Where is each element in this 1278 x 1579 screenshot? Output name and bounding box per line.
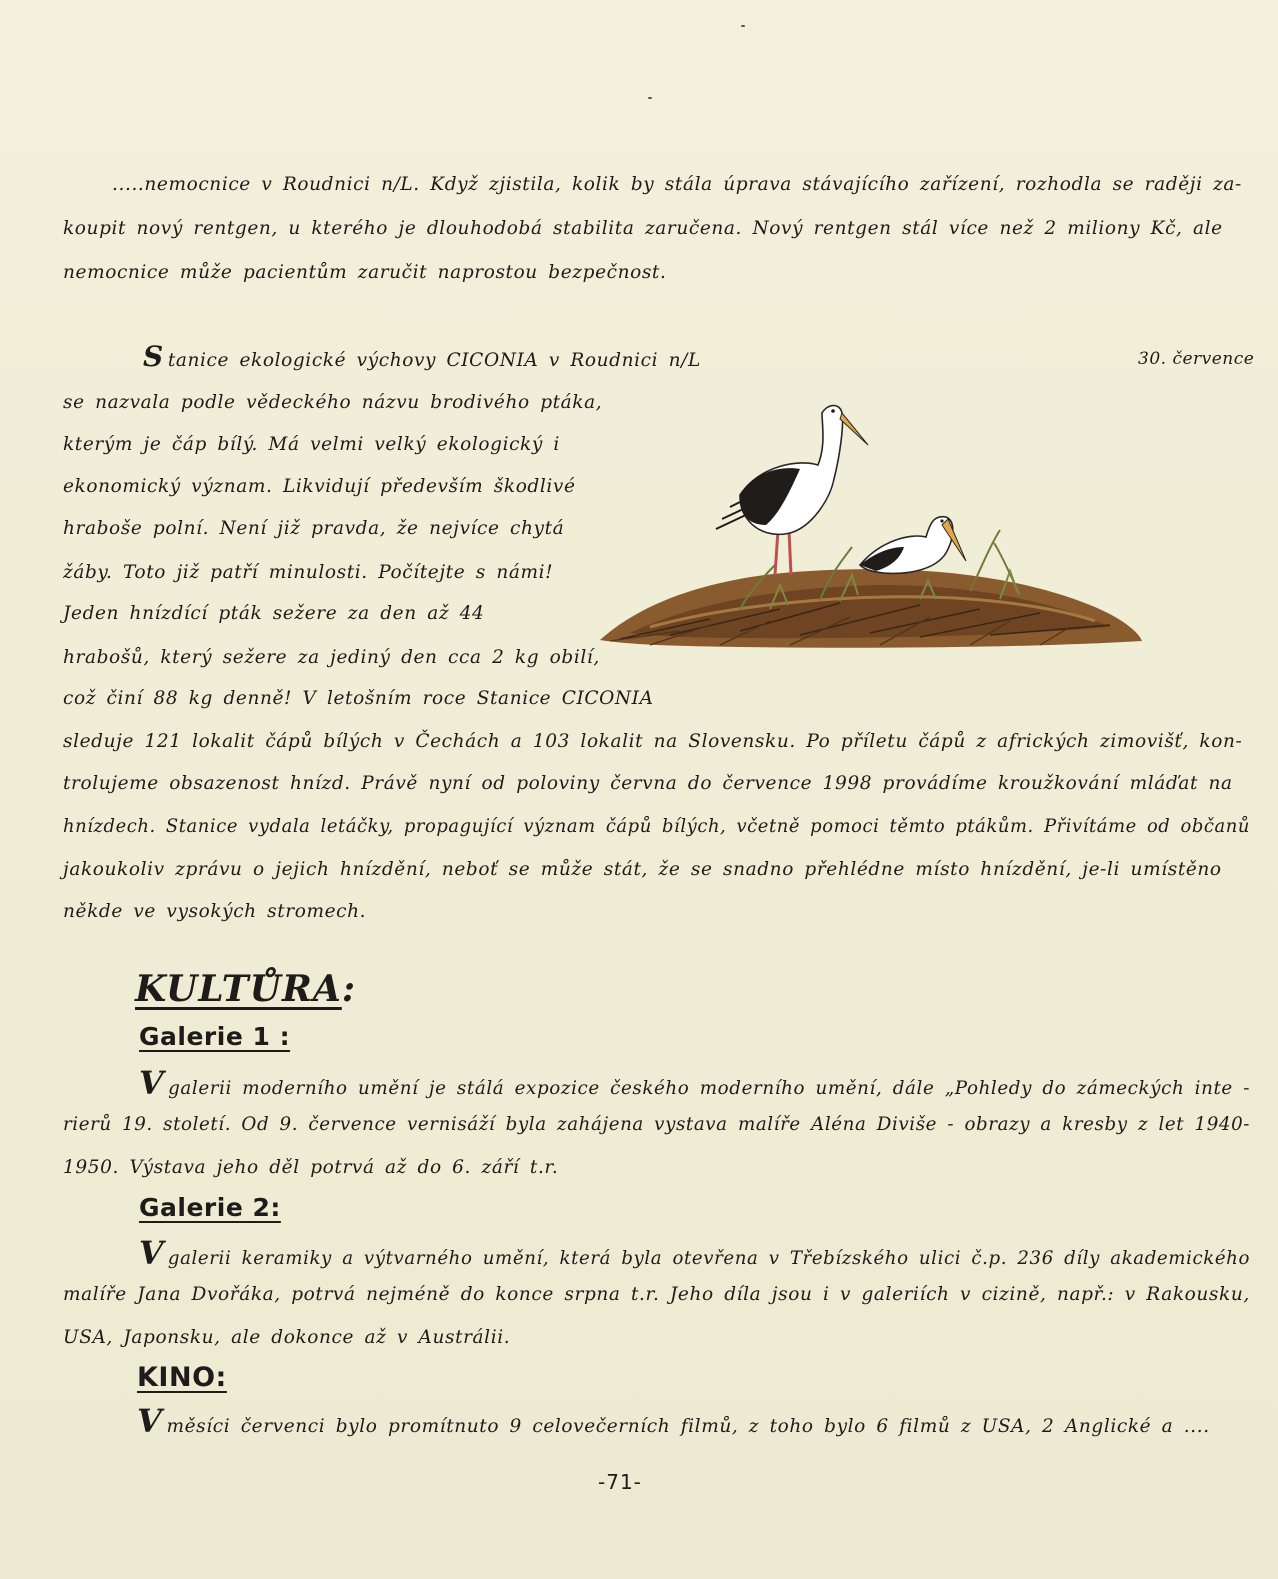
- kultura-title: KULTŮRA: [135, 968, 342, 1010]
- intro-line-3: nemocnice může pacientům zaručit naprostou bezpečnost.: [63, 262, 667, 283]
- ciconia-line: což činí 88 kg denně! V letošním roce Stanice CICONIA: [63, 688, 654, 709]
- drop-cap: V: [139, 1234, 164, 1272]
- galerie-1-line: 1950. Výstava jeho děl potrvá až do 6. září t.r.: [63, 1157, 559, 1178]
- ciconia-first-line-text: tanice ekologické výchovy CICONIA v Roudnici n/L: [167, 350, 701, 371]
- ciconia-line: trolujeme obsazenost hnízd. Právě nyní od poloviny června do července 1998 provádíme kroužkování mláďat na: [63, 773, 1233, 794]
- paper-speck: [648, 97, 652, 99]
- ciconia-line: někde ve vysokých stromech.: [63, 901, 367, 922]
- ciconia-line: kterým je čáp bílý. Má velmi velký ekologický i: [63, 434, 560, 455]
- drop-cap: V: [137, 1402, 163, 1440]
- ciconia-line: hraboše polní. Není již pravda, že nejvíce chytá: [63, 518, 565, 539]
- intro-line-1: .....nemocnice v Roudnici n/L. Když zjistila, kolik by stála úprava stávajícího zařízení, rozhodla se raději za-: [112, 174, 1242, 195]
- galerie-2-first-line-text: galerii keramiky a výtvarného umění, která byla otevřena v Třebízského ulici č.p. 236 díly akademického: [167, 1248, 1250, 1269]
- kino-first-line-text: měsíci červenci bylo promítnuto 9 celovečerních filmů, z toho bylo 6 filmů z USA, 2 Anglické a ....: [166, 1416, 1210, 1437]
- ciconia-line: žáby. Toto již patří minulosti. Počítejte s námi!: [63, 562, 554, 583]
- galerie-2-line: malíře Jana Dvořáka, potrvá nejméně do konce srpna t.r. Jeho díla jsou i v galeriích v cizině, např.: v Rakousku,: [63, 1284, 1250, 1305]
- galerie-2-first-line: [139, 1234, 1250, 1272]
- drop-cap: V: [139, 1064, 165, 1102]
- galerie-1-first-line-text: galerii moderního umění je stálá expozice českého moderního umění, dále „Pohledy do zámeckých inte -: [168, 1078, 1250, 1099]
- galerie-1-first-line: [139, 1064, 1250, 1102]
- ciconia-line: Jeden hnízdící pták sežere za den až 44: [63, 603, 485, 624]
- ciconia-line: se nazvala podle vědeckého názvu brodivého ptáka,: [63, 392, 603, 413]
- page-number: -71-: [598, 1470, 642, 1494]
- ciconia-line: hnízdech. Stanice vydala letáčky, propagující význam čápů bílých, včetně pomoci těmto ptákům. Přivítáme od občanů: [63, 816, 1250, 837]
- nest: [600, 530, 1142, 648]
- ciconia-first-line: [143, 340, 701, 373]
- ciconia-line: jakoukoliv zprávu o jejich hnízdění, neboť se může stát, že se snadno přehlédne místo hnízdění, je-li umístěno: [63, 859, 1222, 880]
- kultura-colon: :: [341, 968, 357, 1010]
- galerie-2-line: USA, Japonsku, ale dokonce až v Austrálii.: [63, 1327, 511, 1348]
- galerie-2-heading: Galerie 2:: [139, 1193, 281, 1222]
- ciconia-line: ekonomický význam. Likvidují především škodlivé: [63, 476, 576, 497]
- sitting-stork: [860, 517, 966, 574]
- galerie-1-heading: Galerie 1 :: [139, 1022, 291, 1051]
- intro-line-2: koupit nový rentgen, u kterého je dlouhodobá stabilita zaručena. Nový rentgen stál více než 2 miliony Kč, ale: [63, 218, 1223, 239]
- ciconia-line: sleduje 121 lokalit čápů bílých v Čechách a 103 lokalit na Slovensku. Po příletu čápů z afrických zimovišť, kon-: [63, 731, 1243, 752]
- date-note: 30. července: [1138, 349, 1255, 369]
- galerie-1-line: rierů 19. století. Od 9. července vernisáží byla zahájena vystava malíře Aléna Diviše - obrazy a kresby z let 1940-: [63, 1114, 1251, 1135]
- drop-cap: S: [143, 340, 164, 373]
- section-heading-kultura: [135, 968, 356, 1010]
- paper-speck: [741, 25, 745, 27]
- kino-first-line: [137, 1402, 1210, 1440]
- stork-nest-illustration: [590, 395, 1150, 665]
- kino-heading: KINO:: [137, 1362, 227, 1393]
- ciconia-line: hrabošů, který sežere za jediný den cca 2 kg obilí,: [63, 647, 600, 668]
- standing-stork: [716, 406, 868, 576]
